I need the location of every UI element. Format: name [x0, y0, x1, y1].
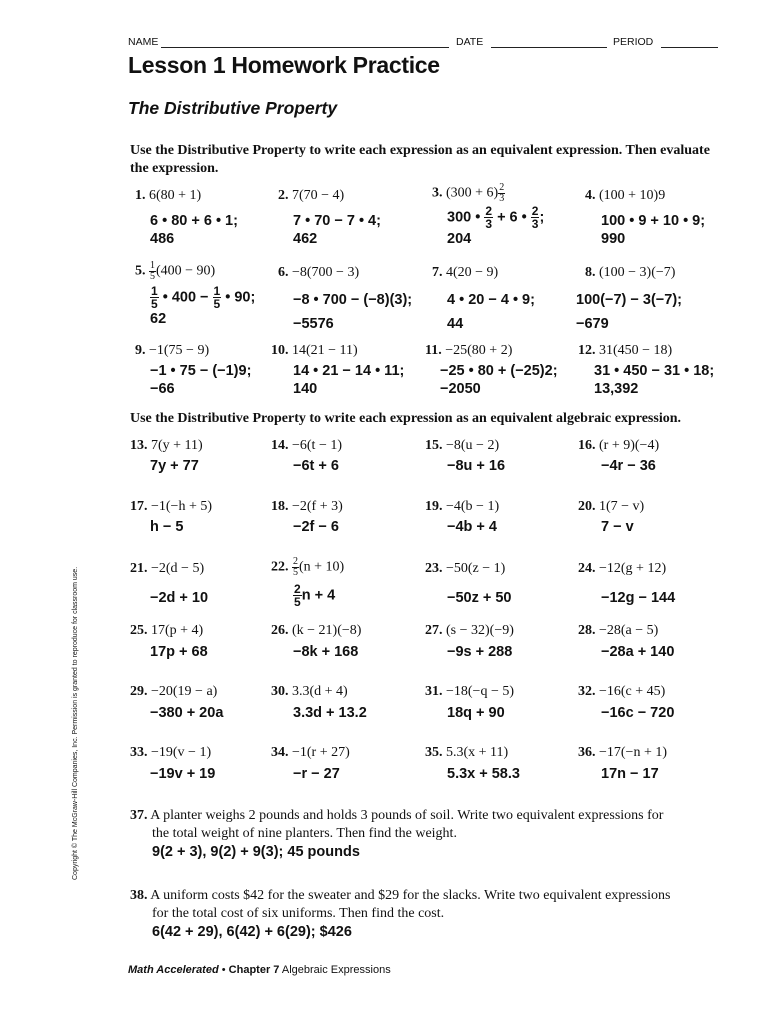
answer-16: −4r − 36 — [601, 458, 656, 474]
answer-36: 17n − 17 — [601, 766, 659, 782]
problem-27: 27. (s − 32)(−9) — [425, 623, 514, 638]
name-line — [161, 47, 449, 48]
problem-21: 21. −2(d − 5) — [130, 561, 205, 576]
problem-26: 26. (k − 21)(−8) — [271, 623, 362, 638]
problem-2: 2. 7(70 − 4) — [278, 188, 345, 203]
answer-37: 9(2 + 3), 9(2) + 9(3); 45 pounds — [152, 844, 360, 860]
answer-11: −25 • 80 + (−25)2; −2050 — [440, 363, 558, 397]
problem-13: 13. 7(y + 11) — [130, 438, 203, 453]
problem-8: 8. (100 − 3)(−7) — [585, 265, 676, 280]
answer-12: 31 • 450 − 31 • 18; 13,392 — [594, 363, 715, 397]
problem-20: 20. 1(7 − v) — [578, 499, 645, 514]
problem-31: 31. −18(−q − 5) — [425, 684, 515, 699]
answer-1: 6 • 80 + 6 • 1; 486 — [150, 213, 238, 247]
problem-14: 14. −6(t − 1) — [271, 438, 343, 453]
answer-3: 300 • $\frac{2}{3}$ + 6 • $\frac{2}{3}$ ; 204 — [447, 204, 545, 247]
answer-6: −8 • 700 − (−8)(3); −5576 — [293, 292, 413, 332]
answer-38: 6(42 + 29), 6(42) + 6(29); $426 — [152, 924, 352, 940]
problem-35: 35. 5.3(x + 11) — [425, 745, 509, 760]
answer-30: 3.3d + 13.2 — [293, 705, 367, 721]
problem-36: 36. −17(−n + 1) — [578, 745, 668, 760]
problem-4: 4. (100 + 10)9 — [585, 188, 666, 203]
problem-25: 25. 17(p + 4) — [130, 623, 204, 638]
problem-16: 16. (r + 9)(−4) — [578, 438, 660, 453]
answer-2: 7 • 70 − 7 • 4; 462 — [293, 213, 381, 247]
answer-29: −380 + 20a — [150, 705, 224, 721]
period-label: PERIOD — [613, 36, 654, 48]
instructions-part2: Use the Distributive Property to write each expression as an equivalent algebraic expression. — [130, 411, 682, 426]
problem-3: 3. (300 + 6) $\frac{2}{3}$ — [432, 182, 505, 204]
answer-26: −8k + 168 — [293, 644, 359, 660]
page-footer — [128, 964, 391, 976]
answer-9: −1 • 75 − (−1)9; −66 — [150, 363, 252, 397]
date-line — [491, 47, 607, 48]
answer-13: 7y + 77 — [150, 458, 199, 474]
answer-25: 17p + 68 — [150, 644, 208, 660]
answer-27: −9s + 288 — [447, 644, 513, 660]
instructions-part1: Use the Distributive Property to write each expression as an equivalent expression. Then evaluate the expression. — [130, 143, 710, 176]
problem-11: 11. −25(80 + 2) — [425, 343, 513, 358]
answer-22: $\frac{2}{5}$ n + 4 — [294, 582, 336, 609]
problem-6: 6. −8(700 − 3) — [278, 265, 360, 280]
problem-5: 5. $\frac{1}{5}$ (400 − 90) — [135, 260, 216, 282]
problem-33: 33. −19(v − 1) — [130, 745, 212, 760]
problem-30: 30. 3.3(d + 4) — [271, 684, 348, 699]
answer-8: 100(−7) − 3(−7); −679 — [576, 292, 682, 332]
answer-18: −2f − 6 — [293, 519, 339, 535]
problem-24: 24. −12(g + 12) — [578, 561, 667, 576]
problem-9: 9. −1(75 − 9) — [135, 343, 210, 358]
problem-23: 23. −50(z − 1) — [425, 561, 506, 576]
problem-18: 18. −2(f + 3) — [271, 499, 343, 514]
problem-7: 7. 4(20 − 9) — [432, 265, 499, 280]
answer-10: 14 • 21 − 14 • 11; 140 — [293, 363, 405, 397]
problem-28: 28. −28(a − 5) — [578, 623, 659, 638]
answer-32: −16c − 720 — [601, 705, 675, 721]
answer-24: −12g − 144 — [601, 590, 676, 606]
name-label: NAME — [128, 36, 159, 48]
word-problem-37: 37. A planter weighs 2 pounds and holds 3 pounds of soil. Write two equivalent expressions for the total weight of nine planters. Then find the weight. 9(2 + 3), 9(2) + 9(3); 45 pounds — [130, 807, 730, 861]
answer-7: 4 • 20 − 4 • 9; 44 — [447, 292, 535, 332]
answer-15: −8u + 16 — [447, 458, 506, 474]
word-problem-38: 38. A uniform costs $42 for the sweater and $29 for the slacks. Write two equivalent expressions for the total cost of six uniforms. Then find the cost. 6(42 + 29), 6(42) + 6(29); $426 — [130, 887, 730, 941]
page-subtitle: The Distributive Property — [128, 98, 338, 118]
footer-book: Math Accelerated — [128, 964, 219, 976]
answer-5: $\frac{1}{5}$ • 400 − $\frac{1}{5}$ • 90; 62 — [150, 284, 256, 327]
problem-34: 34. −1(r + 27) — [271, 745, 350, 760]
problem-15: 15. −8(u − 2) — [425, 438, 500, 453]
answer-19: −4b + 4 — [447, 519, 497, 535]
answer-4: 100 • 9 + 10 • 9; 990 — [601, 213, 706, 247]
problem-32: 32. −16(c + 45) — [578, 684, 666, 699]
problem-19: 19. −4(b − 1) — [425, 499, 500, 514]
footer-topic: Algebraic Expressions — [281, 964, 391, 976]
problem-1: 1. 6(80 + 1) — [135, 188, 202, 203]
problem-12: 12. 31(450 − 18) — [578, 343, 673, 358]
problem-10: 10. 14(21 − 11) — [271, 343, 358, 358]
answer-17: h − 5 — [150, 519, 184, 535]
footer-bullet: • — [221, 964, 226, 976]
answer-23: −50z + 50 — [447, 590, 512, 606]
answer-28: −28a + 140 — [601, 644, 675, 660]
answer-20: 7 − v — [601, 519, 634, 535]
answer-31: 18q + 90 — [447, 705, 505, 721]
problem-17: 17. −1(−h + 5) — [130, 499, 213, 514]
problem-22: 22. $\frac{2}{5}$ (n + 10) — [271, 556, 345, 578]
period-line — [661, 47, 718, 48]
answer-33: −19v + 19 — [150, 766, 216, 782]
date-label: DATE — [456, 36, 484, 48]
footer-chapter: Chapter 7 — [228, 964, 280, 976]
answer-35: 5.3x + 58.3 — [447, 766, 520, 782]
answer-34: −r − 27 — [293, 766, 340, 782]
problem-29: 29. −20(19 − a) — [130, 684, 218, 699]
answer-21: −2d + 10 — [150, 590, 209, 606]
copyright-notice: Copyright © The McGraw-Hill Companies, Inc. Permission is granted to reproduce for classroom use. — [72, 566, 79, 880]
page-title: Lesson 1 Homework Practice — [128, 52, 440, 78]
answer-14: −6t + 6 — [293, 458, 339, 474]
